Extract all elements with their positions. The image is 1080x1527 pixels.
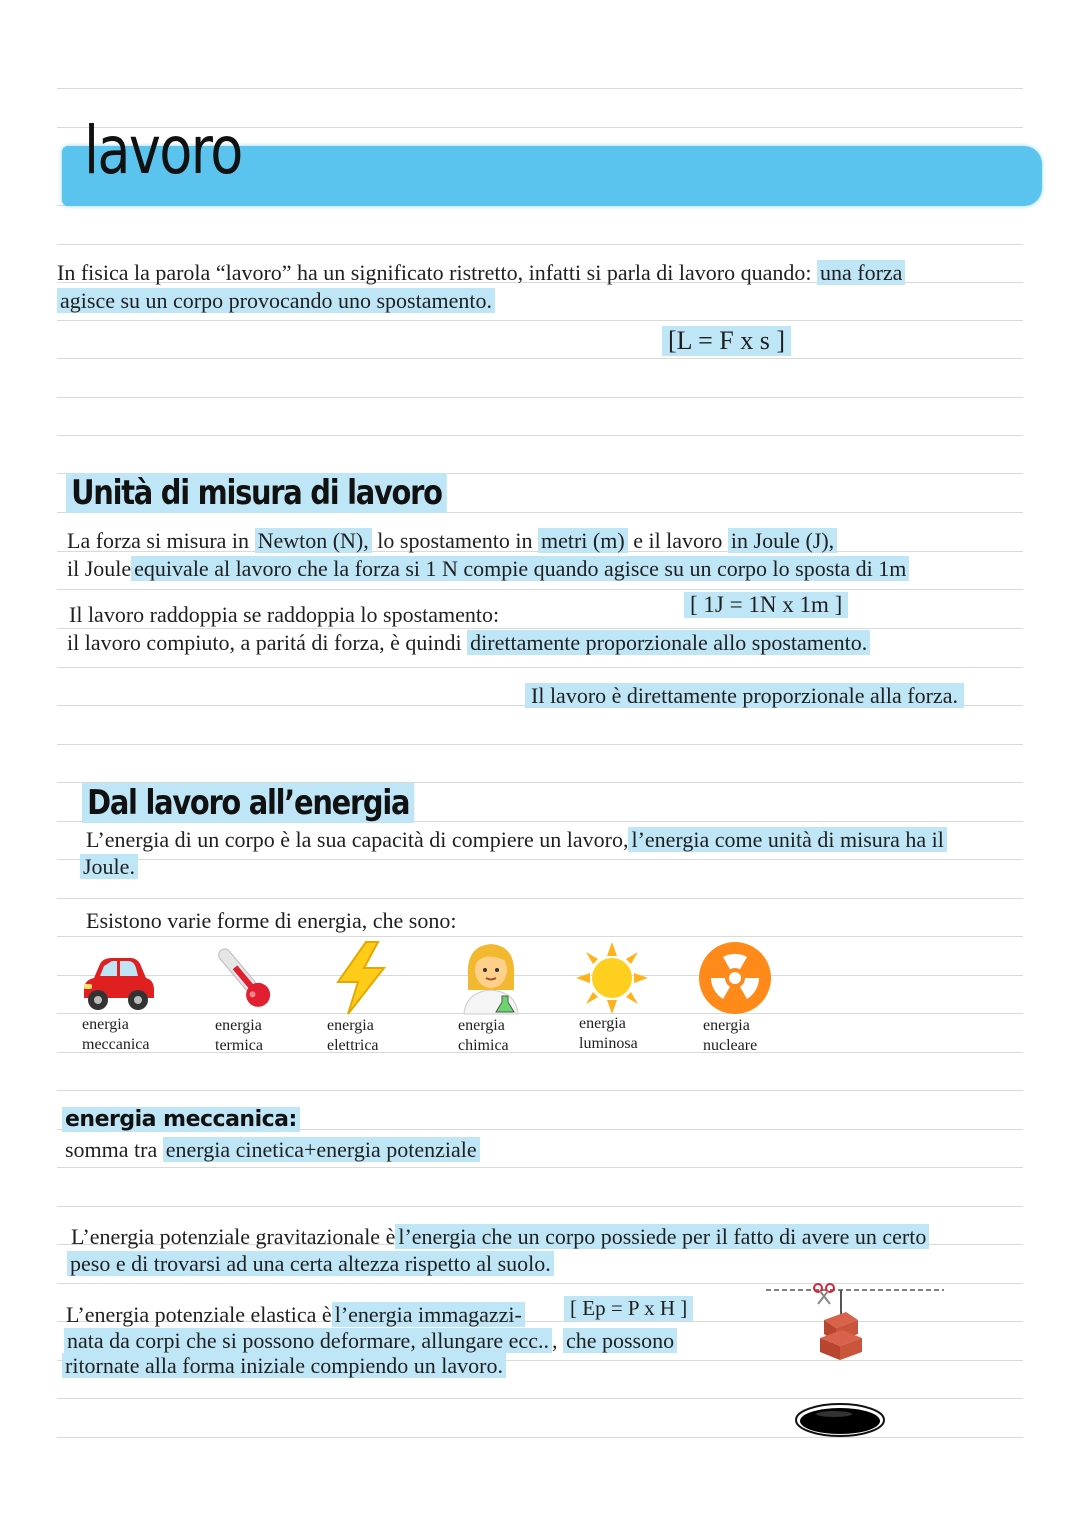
- elastic-line-1: [66, 1302, 525, 1328]
- units-line-1: [67, 528, 837, 554]
- elastic-line-3: [62, 1353, 506, 1379]
- energy-line-1: [86, 827, 947, 853]
- elastic-highlight-4: ritornate alla forma iniziale compiendo un lavoro.: [62, 1353, 506, 1378]
- units-line-3: Il lavoro raddoppia se raddoppia lo spostamento:: [69, 602, 500, 627]
- units-text: il Joule: [67, 556, 132, 581]
- lightning-icon: [326, 940, 406, 1020]
- units-line-2: [67, 556, 909, 582]
- elastic-line-2: [64, 1328, 677, 1354]
- elastic-highlight-2: nata da corpi che si possono deformare, allungare ecc..: [64, 1328, 552, 1353]
- metri-highlight: metri (m): [538, 528, 628, 553]
- elastic-text: ,: [551, 1328, 558, 1353]
- grav-text: L’energia potenziale gravitazionale è: [71, 1224, 396, 1249]
- energy-form-label: energia chimica: [458, 1017, 509, 1054]
- energy-form-label: energia elettrica: [327, 1017, 379, 1054]
- intro-line-2: [57, 288, 495, 314]
- units-text: e il lavoro: [633, 528, 723, 553]
- proportional-highlight: direttamente proporzionale allo spostamento.: [467, 630, 870, 655]
- thermometer-icon: [204, 940, 284, 1020]
- energy-form-label: energia nucleare: [703, 1017, 758, 1054]
- brick-icon: [820, 1312, 862, 1360]
- intro-highlight-2: agisce su un corpo provocando uno spostamento.: [57, 288, 495, 313]
- grav-highlight: l’energia che un corpo possiede per il fatto di avere un certo: [395, 1224, 929, 1249]
- scientist-icon: [456, 940, 536, 1020]
- energy-line-2: [80, 854, 138, 880]
- mech-text: somma tra: [65, 1137, 158, 1162]
- intro-line-1: [57, 260, 905, 286]
- units-text: La forza si misura in: [67, 528, 250, 553]
- energy-form-label: energia meccanica: [82, 1016, 150, 1053]
- elastic-highlight: l’energia immagazzi-: [332, 1302, 525, 1327]
- units-line-4: [67, 630, 870, 656]
- page-title: lavoro: [84, 112, 242, 189]
- units-line-5: [525, 683, 964, 709]
- energy-form-label: energia luminosa: [579, 1015, 638, 1052]
- energy-unit-highlight: l’energia come unità di misura ha il: [628, 827, 946, 852]
- newton-highlight: Newton (N),: [255, 528, 372, 553]
- sun-icon: [574, 940, 654, 1020]
- elastic-text: L’energia potenziale elastica è: [66, 1302, 332, 1327]
- grav-line-1: [71, 1224, 929, 1250]
- joule-definition-highlight: equivale al lavoro che la forza si 1 N compie quando agisce su un corpo lo sposta di 1m: [131, 556, 909, 581]
- joule-highlight: in Joule (J),: [728, 528, 837, 553]
- mech-line-1: [65, 1137, 480, 1163]
- energy-form-label: energia termica: [215, 1017, 263, 1054]
- work-formula: [L = F x s ]: [662, 326, 791, 356]
- energy-text: L’energia di un corpo è la sua capacità di compiere un lavoro,: [86, 827, 629, 852]
- ep-formula: [ Ep = P x H ]: [564, 1296, 693, 1321]
- scissors-icon: [814, 1284, 834, 1304]
- units-heading: Unità di misura di lavoro: [66, 473, 447, 513]
- elastic-highlight-3: che possono: [563, 1328, 677, 1353]
- energy-heading: Dal lavoro all’energia: [82, 783, 414, 823]
- mech-highlight: energia cinetica+energia potenziale: [163, 1137, 480, 1162]
- falling-brick-illustration: [764, 1280, 954, 1450]
- mech-heading: energia meccanica:: [62, 1107, 300, 1132]
- intro-highlight: una forza: [817, 260, 905, 285]
- car-icon: [78, 946, 158, 1026]
- radioactive-icon: [697, 940, 777, 1020]
- hole-icon: [796, 1404, 884, 1436]
- energy-line-3: Esistono varie forme di energia, che sono:: [86, 908, 457, 933]
- units-text: il lavoro compiuto, a paritá di forza, è quindi: [67, 630, 462, 655]
- joule-highlight-2: Joule.: [80, 854, 138, 879]
- intro-text: In fisica la parola “lavoro” ha un significato ristretto, infatti si parla di lavoro quando:: [57, 260, 812, 285]
- units-text: lo spostamento in: [377, 528, 533, 553]
- grav-highlight-2: peso e di trovarsi ad una certa altezza rispetto al suolo.: [67, 1251, 554, 1276]
- joule-formula: [ 1J = 1N x 1m ]: [684, 592, 848, 618]
- grav-line-2: [67, 1251, 554, 1277]
- force-proportional-highlight: Il lavoro è direttamente proporzionale alla forza.: [525, 683, 964, 708]
